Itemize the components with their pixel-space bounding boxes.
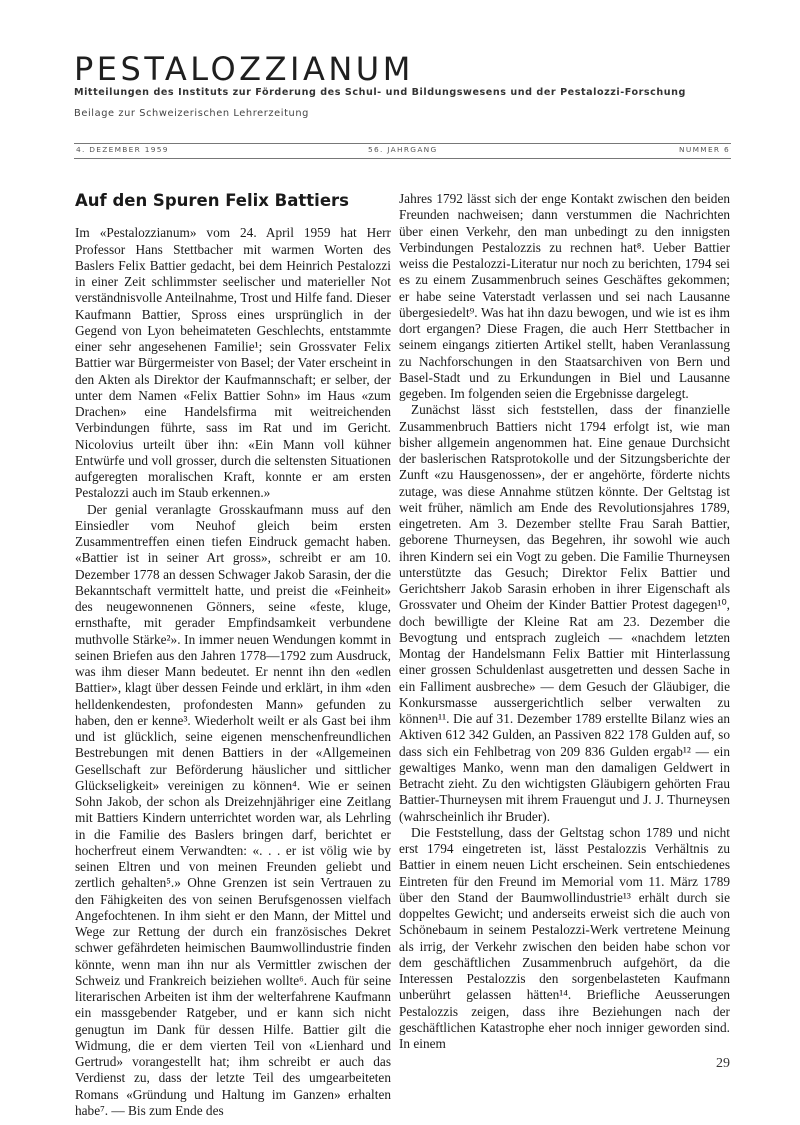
issue-date: 4. DEZEMBER 1959 (76, 145, 169, 154)
article-paragraph: Die Feststellung, dass der Geltstag schon 1789 und nicht erst 1794 eingetreten ist, lässt Pestalozzis Verhältnis zu Battier in einem neuen Licht erscheinen. Sein entschiedenes Eintreten für den Freund im Memorial vom 11. März 1789 über den Stand der Baumwollindustrie¹³ erhält durch sie doppeltes Gewicht; und anderseits erweist sich die auch von Schönebaum in seinem Pestalozzi-Werk vertretene Meinung als irrig, der Verkehr zwischen den beiden habe schon vor dem geschäftlichen Zusammenbruch aufgehört, da die Interessen Pestalozzis den sorgenbelasteten Kaufmann unberührt gelassen hätten¹⁴. Briefliche Aeusserungen Pestalozzis zeigen, dass ihre Beziehungen nach der geschäftlichen Katastrophe eher noch inniger geworden sind. In einem (399, 824, 730, 1051)
article-paragraph: Zunächst lässt sich feststellen, dass der finanzielle Zusammenbruch Battiers nicht 1794 erfolgt ist, wie man bisher allgemein angenommen hat. Eine genaue Durchsicht der baslerischen Ratsprotokolle und der Sitzungsberichte der Zunft «zu Hausgenossen», der er angehörte, förderte nichts zutage, was diese Annahme stützen könnte. Der Geltstag ist weit früher, nämlich am Ende des Revolutionsjahres 1789, eingetreten. Am 3. Dezember stellte Frau Sarah Battier, geborene Thurneysen, das Begehren, ihr sowohl wie auch ihren Kindern sei ein Vogt zu geben. Die Familie Thurneysen unterstützte das Gesuch; Direktor Felix Battier und Gerichtsherr Jakob Sarasin erhoben in ihrer Eigenschaft als Grossvater und Oheim der Kinder Battier Protest dagegen¹⁰, doch bewilligte der Kleine Rat am 23. Dezember die Bevogtung und entsprach zugleich — «nachdem letzten Montag der Handelsmann Felix Battier mit Hinterlassung einer grossen Schuldenlast ausgetretten und dessen Sache in ein Falliment ausbreche» — dem Gesuch der Gläubiger, die Konkursmasse aussergerichtlich selber verwalten zu können¹¹. Die auf 31. Dezember 1789 erstellte Bilanz wies an Aktiven 612 342 Gulden, an Passiven 822 178 Gulden auf, so dass sich ein Fehlbetrag von 209 836 Gulden ergab¹² — ein gewaltiges Manko, wenn man den damaligen Geldwert in Betracht zieht. Zu den wichtigsten Gläubigern gehörten Frau Battier-Thurneysen mit ihrem Frauengut und J. J. Thurneysen (wahrscheinlich ihr Bruder). (399, 402, 730, 824)
masthead-supplement-note: Beilage zur Schweizerischen Lehrerzeitung (74, 108, 309, 119)
page-number: 29 (716, 1056, 730, 1071)
article-paragraph: Im «Pestalozzianum» vom 24. April 1959 hat Herr Professor Hans Stettbacher mit warmen Worten des Baslers Felix Battier gedacht, bei dem Heinrich Pestalozzi in einer Zeit schlimmster seelischer und materieller Not verständnisvolle Anteilnahme, Trost und Hilfe fand. Dieser Kaufmann Battier, Spross eines ursprünglich in der Gegend von Lyon beheimateten Geschlechts, entstammte einer sehr angesehenen Familie¹; sein Grossvater Felix Battier war Bürgermeister von Basel; der Vater erscheint in den Akten als Direktor der Kaufmannschaft; er selber, der unter dem Namen «Felix Battier Sohn» im Haus «zum Drachen» eine Handelsfirma mit weitreichenden Verbindungen führte, sass im Rat und im Gericht. Nicolovius urteilt über ihn: «Ein Mann voll kühner Entwürfe und voll grosser, durch die seltensten Situationen aufgeregten moralischen Kraft, konnte er am ersten Pestalozzi auch im Staub erkennen.» (75, 225, 391, 501)
article-column-left (75, 190, 391, 1119)
issue-volume: 56. JAHRGANG (368, 145, 438, 154)
article-title: Auf den Spuren Felix Battiers (75, 191, 349, 210)
masthead-title: PESTALOZZIANUM (74, 50, 414, 88)
article-paragraph: Jahres 1792 lässt sich der enge Kontakt zwischen den beiden Freunden nachweisen; dann verstummen die Nachrichten über einen Verkehr, den man unbedingt zu den innigsten Verbindungen Pestalozzis zu rechnen hat⁸. Ueber Battier weiss die Pestalozzi-Literatur nur noch zu berichten, 1794 sei es zu einem Zusammenbruch seines Geschäftes gekommen; er habe seine Vaterstadt verlassen und sei nach Lausanne übergesiedelt⁹. Was hat ihn dazu bewogen, und wie ist es ihm dort ergangen? Diese Fragen, die auch Herr Stettbacher in seinem eingangs zitierten Artikel stellt, haben Veranlassung zu Nachforschungen in den Staatsarchiven von Bern und Basel-Stadt und zu Erkundungen in Biel und Lausanne gegeben. Im folgenden seien die Ergebnisse dargelegt. (399, 191, 730, 401)
article-paragraph: Der genial veranlagte Grosskaufmann muss auf den Einsiedler vom Neuhof gleich beim ersten Zusammentreffen einen tiefen Eindruck gemacht haben. «Battier ist in seiner Art gross», schreibt er am 10. Dezember 1778 an dessen Schwager Jakob Sarasin, der die Bekanntschaft vermittelt hatte, und preist die «Feinheit» des neugewonnenen Gönners, seine «feste, kluge, ernsthafte, mit gerader Empfindsamkeit verbundene muthvolle Stärke²». In immer neuen Wendungen kommt in seinen Briefen aus den Jahren 1778—1792 zum Ausdruck, was ihm dieser Mann bedeutet. Er nennt ihn den «edlen Battier», klagt über dessen Feinde und erklärt, in ihm «den helldenkendesten, profondesten Mann» gefunden zu haben, den er kenne³. Wiederholt weilt er als Gast bei ihm und ist glücklich, seine eigenen menschenfreundlichen Bestrebungen mit denen Battiers in der «Allgemeinen Gesellschaft zur Beförderung häuslicher und sittlicher Glückseligkeit» vereinigen zu können⁴. Wie er seinen Sohn Jakob, der schon als Dreizehnjähriger eine Zeitlang mit Battiers Kindern unterrichtet worden war, als Lehrling in die Familie des Baslers bringen darf, berichtet er hocherfreut einem Verwandten: «. . . er ist völig wie by seinen Eltren und von meinen Freunden geliebt und zertlich gehalten⁵.» Ohne Grenzen ist sein Vertrauen zu den Fähigkeiten des von seinen Berufsgenossen vielfach Angefochtenen. In ihm sieht er den Mann, der Mittel und Wege zur Rettung der durch ein französisches Dekret schwer gefährdeten heimischen Baumwollindustrie finden könnte, wenn man ihn nur als Vermittler zwischen der Schweiz und Frankreich beiziehen wollte⁶. Auch für seine literarischen Arbeiten ist ihm der welterfahrene Kaufmann ein massgebender Ratgeber, und er kann sich nicht genugtun im Dank für dessen Hilfe. Battier gilt die Widmung, die er dem vierten Teil von «Lienhard und Gertrud» vorangestellt hat; ihm schreibt er auch das Verdienst zu, dass der letzte Teil des umgearbeiteten Romans «Gründung und Haltung im Ganzen» erhalten habe⁷. — Bis zum Ende des (75, 501, 391, 1118)
masthead-subtitle: Mitteilungen des Instituts zur Förderung des Schul- und Bildungswesens und der Pestalozzi-Forschung (74, 87, 686, 98)
article-column-right (399, 191, 730, 1052)
header-rule-bottom (74, 158, 731, 159)
header-rule-top (74, 143, 731, 144)
issue-number: NUMMER 6 (679, 145, 730, 154)
